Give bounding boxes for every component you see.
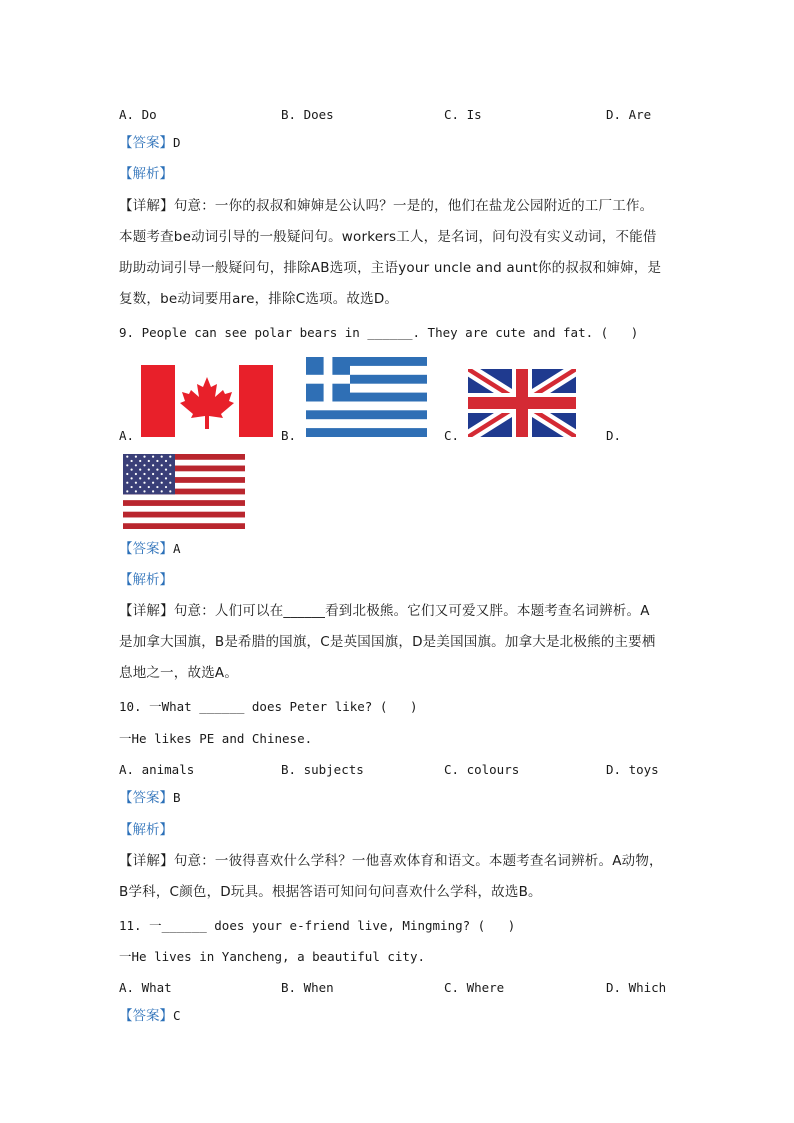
q11-option-d: D. Which (606, 980, 667, 995)
q11-response: 一He lives in Yancheng, a beautiful city. (119, 949, 425, 964)
q10-detail-text-1: 句意：一彼得喜欢什么学科？一他喜欢体育和语文。本题考查名词辨析。A动物， (173, 853, 663, 869)
q11-option-c: C. Where (444, 980, 505, 995)
q10-option-a: A. animals (119, 762, 195, 777)
greece-flag (306, 357, 427, 437)
q10-analysis-row (119, 821, 173, 839)
uk-flag (468, 369, 576, 437)
q9-detail-line-1 (119, 602, 650, 620)
q10-option-c: C. colours (444, 762, 520, 777)
q8-detail-line-2: 本题考查be动词引导的一般疑问句。workers工人，是名词，问句没有实义动词，不能借 (119, 229, 657, 245)
q8-detail-line-4: 复数，be动词要用are，排除C选项。故选D。 (119, 291, 399, 307)
q8-analysis-row (119, 165, 173, 183)
answer-tag: 【答案】 (119, 541, 173, 557)
q10-option-b: B. subjects (281, 762, 364, 777)
q10-detail-line-2: B学科，C颜色，D玩具。根据答语可知问句问喜欢什么学科，故选B。 (119, 884, 542, 900)
q11-option-b: B. When (281, 980, 334, 995)
analysis-tag: 【解析】 (119, 166, 173, 182)
q10-question: 10. 一What ______ does Peter like? ( ) (119, 699, 418, 714)
answer-tag: 【答案】 (119, 1008, 173, 1024)
q8-detail-line-1 (119, 197, 653, 215)
q9-question: 9. People can see polar bears in ______. They are cute and fat. ( ) (119, 325, 639, 340)
q8-option-d: D. Are (606, 107, 652, 122)
q9-answer: A (173, 541, 181, 556)
detail-tag: 【详解】 (119, 198, 174, 214)
q9-detail-line-3: 息地之一，故选A。 (119, 665, 239, 681)
detail-tag: 【详解】 (119, 853, 174, 869)
q9-option-b: B. (281, 428, 297, 443)
q10-response: 一He likes PE and Chinese. (119, 731, 313, 746)
q8-option-b: B. Does (281, 107, 334, 122)
q8-option-a: A. Do (119, 107, 157, 122)
canada-flag (141, 365, 273, 437)
q9-option-a: A. (119, 428, 135, 443)
usa-flag (123, 454, 245, 529)
analysis-tag: 【解析】 (119, 822, 173, 838)
q10-answer: B (173, 790, 181, 805)
q9-analysis-row (119, 571, 173, 589)
answer-tag: 【答案】 (119, 790, 173, 806)
q11-answer: C (173, 1008, 181, 1023)
q8-detail-line-3: 助助动词引导一般疑问句，排除AB选项，主语your uncle and aunt你的叔叔和婶婶，是 (119, 260, 662, 276)
q8-option-c: C. Is (444, 107, 482, 122)
q11-question: 11. 一______ does your e-friend live, Mingming? ( ) (119, 918, 516, 933)
q9-detail-line-2: 是加拿大国旗，B是希腊的国旗，C是英国国旗，D是美国国旗。加拿大是北极熊的主要栖 (119, 634, 656, 650)
q8-answer: D (173, 135, 181, 150)
analysis-tag: 【解析】 (119, 572, 173, 588)
q10-detail-line-1 (119, 852, 663, 870)
q11-answer-row (119, 1007, 181, 1025)
q8-detail-text-1: 句意：一你的叔叔和婶婶是公认吗？一是的，他们在盐龙公园附近的工厂工作。 (173, 198, 654, 214)
q9-option-d: D. (606, 428, 622, 443)
q9-detail-text-1: 句意：人们可以在______看到北极熊。它们又可爱又胖。本题考查名词辨析。A (173, 603, 650, 619)
q9-answer-row (119, 540, 181, 558)
q8-answer-row (119, 134, 181, 152)
answer-tag: 【答案】 (119, 135, 173, 151)
q9-option-c: C. (444, 428, 460, 443)
q11-option-a: A. What (119, 980, 172, 995)
detail-tag: 【详解】 (119, 603, 174, 619)
q10-answer-row (119, 789, 181, 807)
q10-option-d: D. toys (606, 762, 659, 777)
